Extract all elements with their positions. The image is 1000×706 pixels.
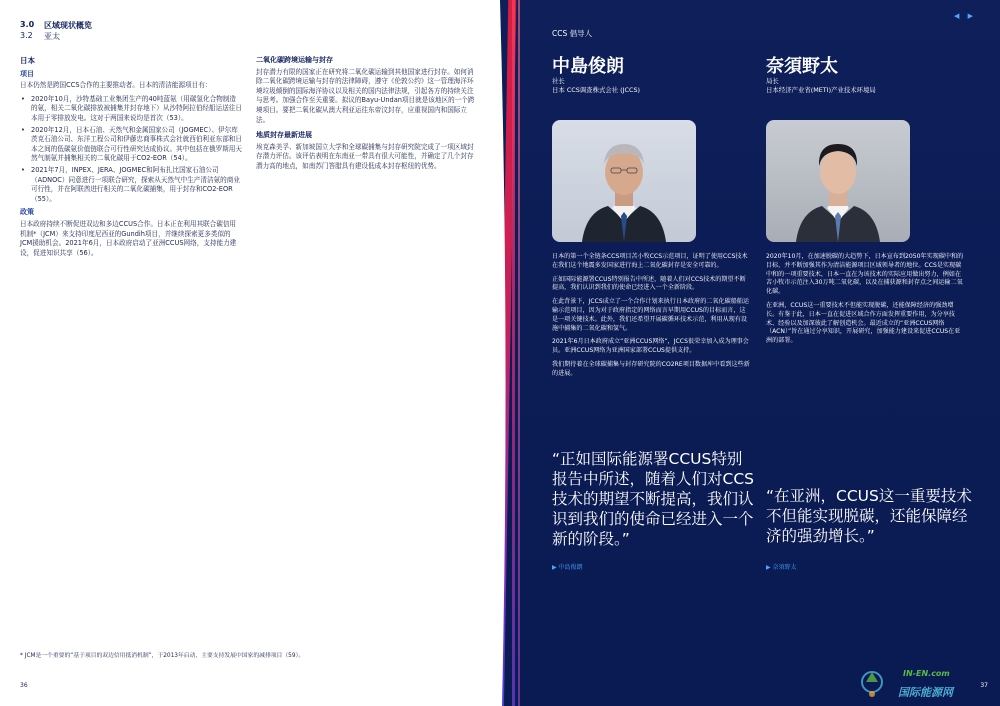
page-fold-curve	[480, 0, 520, 706]
person1-name: 中島俊朗	[552, 56, 624, 77]
list-item: • 2020年10月，沙特基础工业集团生产的40吨蓝氨（用碳氢化合物制造的氨，相关二氧化碳排放被捕集并封存地下）从沙特阿拉伯经船运送往日本用于零排放发电。这对于两国来说均是首次（53）。	[20, 95, 242, 124]
person2-title: 局长	[766, 77, 779, 85]
person1-portrait	[552, 120, 696, 242]
projects-intro: 日本仍然是跨国CCS合作的主要推动者。日本的清洁能源项目有：	[20, 81, 212, 90]
person1-link[interactable]: ▶ 中島俊朗	[552, 564, 583, 571]
person2-portrait	[766, 120, 910, 242]
paragraph: 正如国际能源署CCUS特别报告中所述，随着人们对CCS技术的期望不断提高，我们认识到我们的使命已经进入一个全新阶段。	[552, 275, 746, 292]
person1-org: 日本 CCS调查株式会社 (JCCS)	[552, 86, 641, 94]
section-title: 区域现状概览	[44, 21, 92, 30]
person2-statement	[766, 253, 964, 351]
page-number-right: 37	[980, 682, 988, 689]
list-item: • 2021年7月，INPEX、JERA、JOGMEC和阿布扎比国家石油公司（ADNOC）同意进行一项联合研究，探索从天然气中生产清洁氨的商业可行性，并在阿联酋进行相关的二氧化碳捕集，用于封存和CO2-EOR（55）。	[20, 166, 242, 204]
watermark-text: 国际能源网	[898, 686, 953, 699]
section-number: 3.0	[20, 20, 35, 29]
right-page	[500, 0, 1000, 706]
page-nav-arrows[interactable]: ◀ ▶	[954, 12, 976, 20]
paragraph: 在亚洲，CCUS这一重要技术不但能实现脱碳，还能保障经济的强劲增长。有鉴于此，日本一直在促进区域合作方面发挥重要作用，为分享技术、经验以及加深彼此了解创造机会。最近成立的“亚洲CCUS网络（ACN）”旨在通过分享知识，开展研究，加强能力建设来促进CCUS在亚洲的部署。	[766, 301, 961, 345]
person1-role	[552, 77, 640, 95]
transport-text: 封存潜力有限的国家正在研究将二氧化碳运输到其他国家进行封存。如何消除二氧化碳跨境运输与封存的法律障碍，遵守《伦敦公约》这一管理海洋环境垃圾倾倒的国际海洋协议以及相关的国内法律法规，引起各方的持续关注与思考。加强合作至关重要。拟议的Bayu-Undan项目就是该地区的一个跨境项目。要把二氧化碳从澳大利亚运往东帝汶封存，应重视国内和国际立法。	[256, 67, 475, 124]
geologic-storage-heading: 地质封存最新进展	[256, 131, 312, 140]
geologic-storage-text: 埃克森美孚、新加坡国立大学和全球碳捕集与封存研究院完成了一项区域封存潜力评估。该评估表明在东南亚一带具有很大可能性，并确定了几个封存潜力高的地点，如南苏门答腊具有建设低成本封存枢纽的优势。	[256, 142, 474, 170]
transport-heading: 二氧化碳跨境运输与封存	[256, 56, 333, 64]
policy-heading: 政策	[20, 208, 34, 217]
person2-name: 奈須野太	[766, 56, 838, 77]
ccs-advocate-label: CCS 倡导人	[552, 29, 593, 38]
person1-title: 社长	[552, 77, 565, 85]
subsection-number: 3.2	[20, 31, 33, 40]
watermark-domain: IN-EN.com	[903, 669, 950, 678]
left-column-2	[256, 56, 478, 176]
paragraph: 我们期待着在全球碳捕集与封存研究院的CO2RE项目数据库中看到这些新的进展。	[552, 360, 750, 377]
page-number-left: 36	[20, 682, 28, 689]
person2-role	[766, 77, 876, 95]
person2-link[interactable]: ▶ 奈須野太	[766, 564, 797, 571]
footnote: * JCM是一个重要的“基于项目的双边信用抵消机制”，于2013年启动，主要支持发展中国家的减排项目（59）。	[20, 653, 305, 659]
paragraph: 2020年10月，在加速脱碳的大趋势下，日本宣布到2050年实现碳中和的目标，并不断加强其作为清洁能源项目区域领导者的地位。CCS是实现碳中和的一项重要技术，日本一直在为该技术的实际应用做出努力，例如在苫小牧市示范注入30万吨二氧化碳，以及在捕获源和封存点之间运输二氧化碳。	[766, 253, 964, 296]
country-heading: 日本	[20, 56, 35, 65]
person2-quote: “在亚洲，CCUS这一重要技术不但能实现脱碳，还能保障经济的强劲增长。”	[766, 487, 972, 545]
subsection-title: 亚太	[44, 32, 60, 41]
paragraph: 在此背景下，JCCS成立了一个合作计划来执行日本政府的二氧化碳船舶运输示范项目，因为对于政府指定的网络而言早期用CCUS的目标而言，这是一项关键技术。此外，我们还希望开展碳循环技术示范，利用从现有设施中捕集的二氧化碳和氢气。	[552, 298, 749, 332]
person1-statement	[552, 253, 750, 384]
person2-org: 日本经济产业省(METI)产业技术环境局	[766, 86, 876, 94]
projects-heading: 项目	[20, 69, 34, 78]
left-column-1	[20, 56, 242, 262]
paragraph: 日本的第一个全链条CCS项目苫小牧CCS示范项目，证明了使用CCS技术在我们这个地震多发国家进行海上二氧化碳封存是安全可靠的。	[552, 253, 748, 269]
projects-list	[20, 95, 242, 205]
policy-text: 日本政府持续不断促进双边和多边CCUS合作。日本正在利用其联合碳信用机制*（JCM）来支持印度尼西亚的Gundih项目，并继续探索更多类似的JCM援助机会。2021年6月，日本政府启动了亚洲CCUS网络，支持能力建设，促进知识共享（56）。	[20, 219, 237, 257]
list-item: • 2020年12月，日本石油、天然气和金属国家公司（JOGMEC）、伊尔库茨克石油公司、东洋工程公司和伊藤忠商事株式会社就西伯利亚东部和日本之间的低碳氨价值链联合可行性研究达成协议。其中包括在俄罗斯用天然气制氨并捕集相关的二氧化碳用于CO2-EOR（54）。	[20, 126, 242, 164]
person1-quote: “正如国际能源署CCUS特别报告中所述，随着人们对CCS技术的期望不断提高，我们认识到我们的使命已经进入一个新的阶段。”	[552, 450, 754, 548]
paragraph: 2021年6月日本政府成立“亚洲CCUS网络”，JCCS很荣幸加入成为理事会员。亚洲CCUS网络为亚洲国家部署CCUS提供支持。	[552, 338, 749, 355]
